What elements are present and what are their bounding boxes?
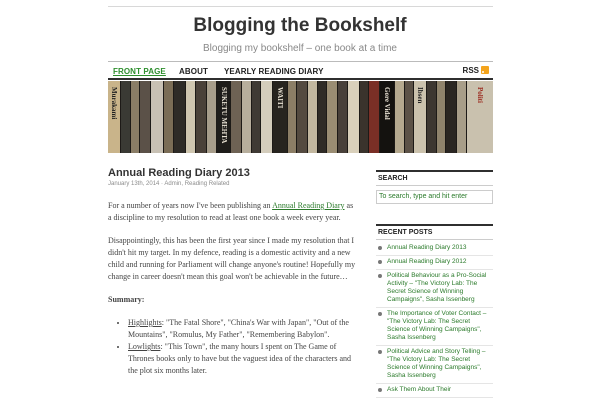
book-spine (414, 81, 426, 153)
book-spine (427, 81, 436, 153)
sidebar (376, 170, 493, 398)
search-input[interactable]: To search, type and hit enter (376, 190, 493, 204)
book-spine (131, 81, 139, 153)
book-spine (108, 81, 120, 153)
rss-icon (481, 66, 489, 74)
book-spine (252, 81, 260, 153)
highlights-text: : "The Fatal Shore", "China's War with Japan", "Out of the Mountains", "Romulus, My Father", "Remembering Babylon". (128, 318, 349, 339)
book-spine (207, 81, 216, 153)
summary-list (128, 317, 358, 377)
book-spine (327, 81, 337, 153)
site-description: Blogging my bookshelf – one book at a time (202, 43, 397, 54)
paragraph-text: as a discipline to my resolution to read at least one book a week every year. (108, 201, 354, 222)
book-spine (437, 81, 445, 153)
recent-post-link[interactable]: Ask Them About Their (376, 384, 493, 398)
main-navigation (108, 61, 493, 80)
lowlights-text: : "This Town", the many hours I spent on The Game of Thrones books only to have but the vaguest idea of the characters and the plot six months later. (128, 342, 352, 375)
recent-posts-heading: RECENT POSTS (376, 224, 493, 240)
nav-yearly-reading-diary[interactable]: YEARLY READING DIARY (224, 67, 324, 76)
list-item (128, 317, 358, 341)
annual-reading-diary-link[interactable]: Annual Reading Diary (272, 201, 345, 210)
book-spine (308, 81, 317, 153)
recent-post-link[interactable]: The Importance of Voter Contact – "The Victory Lab: The Secret Science of Winning Campaigns", Sasha Issenberg (376, 308, 493, 346)
book-spine (174, 81, 185, 153)
recent-post-link[interactable]: Annual Reading Diary 2012 (376, 256, 493, 270)
spine-label: Ibsen (416, 87, 424, 104)
book-spine (380, 81, 394, 153)
book-spine (186, 81, 195, 153)
post-content (108, 200, 358, 377)
book-spine (338, 81, 347, 153)
summary-label: Summary: (108, 295, 145, 304)
spine-label: Gore Vidal (383, 87, 391, 120)
book-spine (467, 81, 493, 153)
spine-label: WAITI (276, 87, 284, 109)
book-spine (446, 81, 456, 153)
book-spine (242, 81, 251, 153)
book-spine (457, 81, 466, 153)
nav-about[interactable]: ABOUT (179, 67, 208, 76)
book-spine (217, 81, 230, 153)
book-spine (164, 81, 173, 153)
spine-label: SUKETU MEHTA (219, 87, 228, 144)
book-spine (261, 81, 272, 153)
spine-label: Politi (476, 87, 484, 103)
spine-label: Murakami (110, 87, 118, 120)
book-spine (121, 81, 130, 153)
book-spine (273, 81, 287, 153)
site-title[interactable]: Blogging the Bookshelf (193, 15, 407, 36)
post-meta: January 13th, 2014 · Admin, Reading Related (108, 181, 230, 187)
list-item (128, 341, 358, 377)
recent-posts-widget (376, 224, 493, 398)
highlights-label: Highlights (128, 318, 162, 327)
book-spine (196, 81, 206, 153)
recent-post-link[interactable]: Political Behaviour as a Pro-Social Activity – "The Victory Lab: The Secret Science of Winning Campaigns", Sasha Issenberg (376, 270, 493, 308)
post-title[interactable]: Annual Reading Diary 2013 (108, 167, 250, 179)
nav-front-page[interactable]: FRONT PAGE (113, 67, 166, 76)
lowlights-label: Lowlights (128, 342, 161, 351)
post-paragraph (108, 200, 358, 224)
rss-link[interactable] (463, 66, 489, 75)
book-spine (369, 81, 379, 153)
book-spine (140, 81, 150, 153)
recent-post-link[interactable]: Political Advice and Story Telling – "The Victory Lab: The Secret Science of Winning Campaigns", Sasha Issenberg (376, 346, 493, 384)
post-paragraph: Disappointingly, this has been the first year since I made my resolution that I didn't hit my target. In my defence, reading is a domestic activity and a new child and running for Parliament will change anyone's routine! Hopefully my change in career doesn't mean this goal won't be achievable in the future… (108, 236, 356, 281)
book-spine (288, 81, 296, 153)
bookshelf-header-image (108, 81, 493, 153)
search-heading: SEARCH (376, 170, 493, 186)
recent-post-link[interactable]: Annual Reading Diary 2013 (376, 242, 493, 256)
book-spine (395, 81, 404, 153)
book-spine (348, 81, 359, 153)
book-spine (360, 81, 368, 153)
book-spine (405, 81, 413, 153)
top-rule (108, 6, 493, 7)
paragraph-text: For a number of years now I've been publishing an (108, 201, 273, 210)
book-spine (151, 81, 163, 153)
book-spine (297, 81, 307, 153)
book-spine (318, 81, 326, 153)
recent-posts-list (376, 242, 493, 398)
book-spine (231, 81, 241, 153)
rss-label: RSS (462, 66, 479, 75)
